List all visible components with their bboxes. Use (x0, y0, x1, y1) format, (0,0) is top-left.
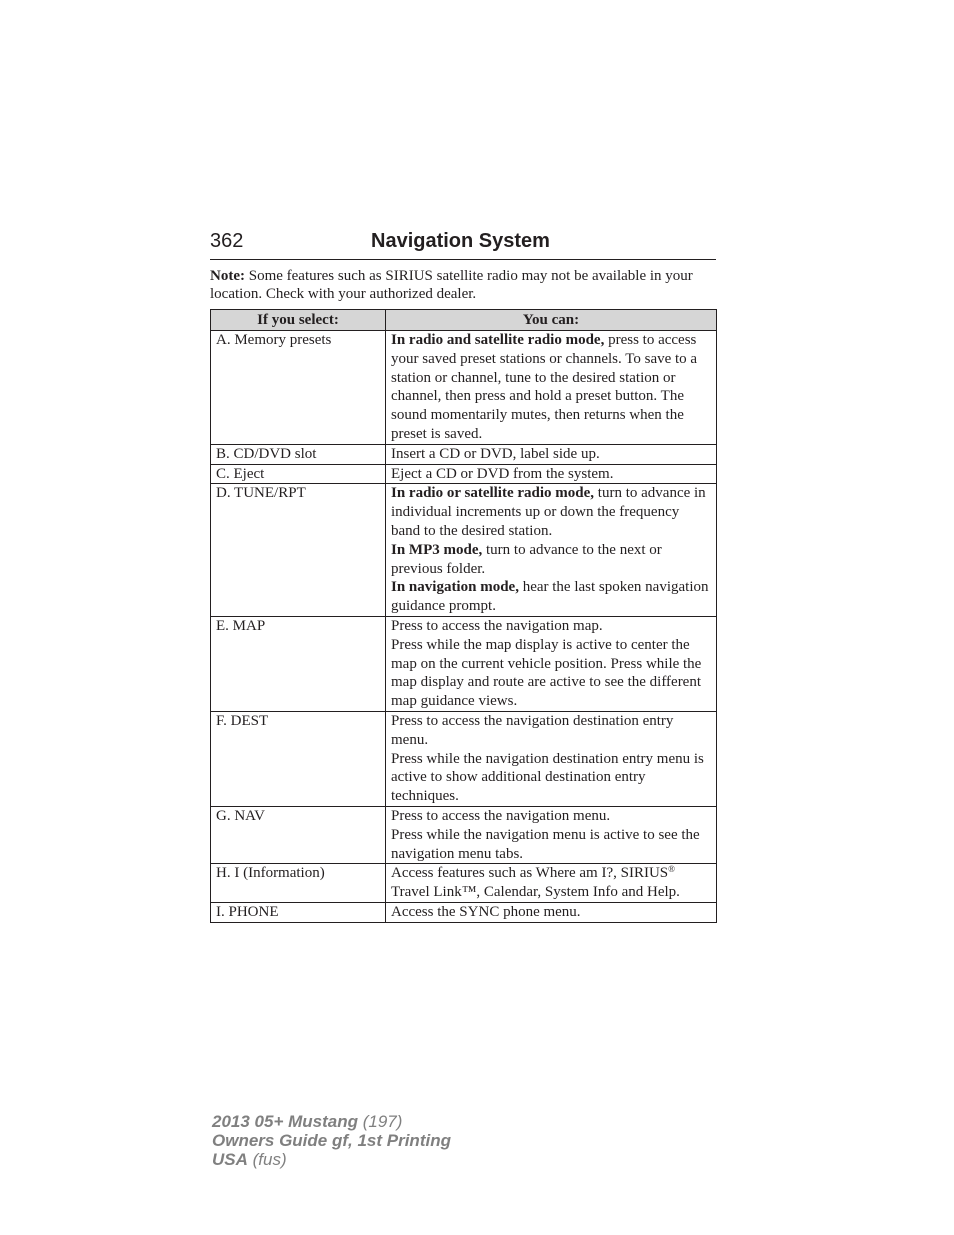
select-cell: G. NAV (211, 806, 386, 863)
footer-model: 2013 05+ Mustang (212, 1112, 358, 1131)
select-cell: E. MAP (211, 616, 386, 711)
table-row (211, 464, 717, 484)
footer-market-code: (fus) (247, 1150, 287, 1169)
select-cell: B. CD/DVD slot (211, 444, 386, 464)
select-cell: A. Memory presets (211, 331, 386, 445)
action-text: Press while the navigation menu is active to see the navigation menu tabs. (391, 826, 700, 862)
table-row (211, 444, 717, 464)
footer-model-code: (197) (358, 1112, 403, 1131)
action-text: Insert a CD or DVD, label side up. (391, 445, 600, 462)
action-text: press to access your saved preset stations or channels. To save to a station or channel, tune to the desired station or channel, then press and hold a preset button. The sound momentarily mutes, then returns when the preset is saved. (391, 332, 698, 442)
table-row (211, 711, 717, 806)
column-header-select: If you select: (211, 310, 386, 331)
note-text: Some features such as SIRIUS satellite radio may not be available in your location. Check with your authorized dealer. (210, 268, 693, 302)
footer-guide: Owners Guide gf, 1st Printing (212, 1131, 451, 1150)
action-cell (386, 806, 717, 863)
note-label: Note: (210, 268, 245, 284)
action-cell (386, 902, 717, 922)
select-cell: F. DEST (211, 711, 386, 806)
column-header-can: You can: (386, 310, 717, 331)
action-cell (386, 464, 717, 484)
table-row (211, 806, 717, 863)
footer-market: USA (212, 1150, 248, 1169)
action-cell (386, 331, 717, 445)
action-text: Eject a CD or DVD from the system. (391, 465, 614, 482)
action-text: Press to access the navigation menu. (391, 807, 611, 824)
action-paragraph (391, 807, 712, 826)
action-cell (386, 711, 717, 806)
table-row (211, 902, 717, 922)
mode-label: In MP3 mode, (391, 541, 483, 558)
action-cell (386, 444, 717, 464)
action-text: Access the SYNC phone menu. (391, 903, 581, 920)
action-text: Press to access the navigation destination entry menu. (391, 712, 674, 748)
controls-table (210, 309, 717, 923)
action-paragraph (391, 331, 712, 444)
table-row (211, 331, 717, 445)
section-title: Navigation System (371, 230, 550, 252)
action-text: Press to access the navigation map. (391, 617, 603, 634)
action-text: Access features such as Where am I?, SIRIUS (391, 865, 669, 882)
footer-line-1 (212, 1112, 451, 1131)
page-number: 362 (210, 230, 244, 252)
action-cell (386, 616, 717, 711)
select-cell: I. PHONE (211, 902, 386, 922)
action-paragraph (391, 465, 712, 484)
select-cell: H. I (Information) (211, 864, 386, 903)
action-text: turn to advance in individual increments up or down the frequency band to the desired station. (391, 485, 706, 539)
action-paragraph (391, 484, 712, 540)
action-text: Travel Link™, Calendar, System Info and Help. (391, 884, 680, 901)
footer-line-3 (212, 1150, 451, 1169)
action-text: Press while the map display is active to center the map on the current vehicle position. Press while the map display and route are active to see the different map guidance views. (391, 636, 702, 710)
action-cell (386, 864, 717, 903)
action-paragraph (391, 617, 712, 636)
mode-label: In radio and satellite radio mode, (391, 332, 605, 348)
table-row (211, 864, 717, 903)
action-paragraph (391, 636, 712, 711)
action-paragraph (391, 578, 712, 616)
action-paragraph (391, 712, 712, 750)
action-paragraph (391, 826, 712, 864)
action-text: hear the last spoken navigation guidance prompt. (391, 579, 709, 615)
action-text: Press while the navigation destination entry menu is active to show additional destination entry techniques. (391, 750, 704, 805)
table-row (211, 616, 717, 711)
print-footer (212, 1112, 451, 1169)
note-paragraph (210, 268, 716, 303)
table-row (211, 484, 717, 617)
action-paragraph (391, 445, 712, 464)
action-paragraph (391, 750, 712, 806)
action-paragraph (391, 541, 712, 579)
mode-label: In navigation mode, (391, 579, 519, 596)
registered-mark: ® (668, 864, 675, 875)
select-cell: C. Eject (211, 464, 386, 484)
page-header (210, 229, 716, 260)
action-cell (386, 484, 717, 617)
action-text: turn to advance to the next or previous folder. (391, 541, 662, 577)
mode-label: In radio or satellite radio mode, (391, 485, 595, 502)
action-paragraph (391, 864, 712, 902)
action-paragraph (391, 903, 712, 922)
footer-line-2 (212, 1131, 451, 1150)
table-header-row (211, 310, 717, 331)
select-cell: D. TUNE/RPT (211, 484, 386, 617)
